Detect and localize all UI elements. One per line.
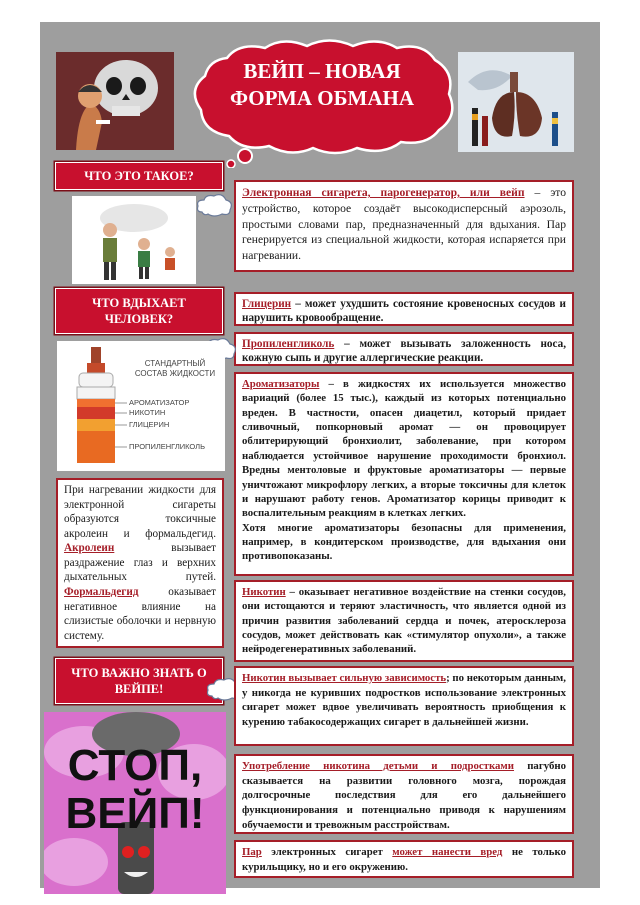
others-term-1: Пар	[242, 846, 262, 858]
others-term-2: может нанести вред	[392, 846, 503, 858]
others-box	[234, 840, 574, 878]
section-important: ЧТО ВАЖНО ЗНАТЬ О ВЕЙПЕ!	[55, 658, 223, 704]
glycerin-text: – может ухудшить состояние кровеносных сосудов и нарушить кровообращение.	[242, 298, 566, 325]
diagram-title-2: СОСТАВ ЖИДКОСТИ	[134, 369, 216, 378]
addiction-box	[234, 666, 574, 746]
definition-box	[234, 180, 574, 272]
propylene-term: Пропиленгликоль	[242, 338, 335, 350]
diagram-label-glycerin: ГЛИЦЕРИН	[129, 420, 170, 429]
title-line-1: ВЕЙП – НОВАЯ	[243, 59, 401, 83]
propylene-box	[234, 332, 574, 366]
heating-box	[56, 478, 224, 648]
people-vaping-image	[72, 196, 196, 284]
acrolein-term: Акролеин	[64, 542, 115, 555]
diagram-title-1: СТАНДАРТНЫЙ	[144, 359, 206, 368]
page-title	[187, 58, 457, 113]
youth-term: Употребление никотина детьми и подростками	[242, 760, 515, 772]
formaldehyde-term: Формальдегид	[64, 585, 139, 598]
glycerin-term: Глицерин	[242, 298, 292, 310]
heating-text: При нагревании жидкости для электронной сигареты образуются токсичные акролеин и формальдегид.	[64, 484, 216, 540]
nicotine-box	[234, 580, 574, 662]
title-line-2: ФОРМА ОБМАНА	[230, 86, 414, 111]
definition-text: – это устройство, которое создаёт высокодисперсный аэрозоль, простыми словами пар, предназначенный для вдыхания. Пар генерируется из специальной жидкости, которая испаряется при нагревании.	[242, 186, 567, 263]
glycerin-box	[234, 292, 574, 326]
diagram-label-nicotine: НИКОТИН	[129, 408, 166, 417]
others-text-2: не только курильщику, но и его окружению.	[242, 846, 566, 873]
title-cloud	[187, 38, 457, 168]
flavors-term: Ароматизаторы	[242, 378, 320, 390]
stop-line-2: ВЕЙП!	[65, 788, 205, 838]
flavors-text-2: Хотя многие ароматизаторы безопасны для применения, например, в кондитерском производстве, для вдыхания они противопоказаны.	[242, 521, 566, 563]
addiction-term: Никотин вызывает сильную зависимость	[242, 672, 447, 684]
lungs-vape-image	[458, 52, 574, 152]
nicotine-text: – оказывает негативное воздействие на стенки сосудов, они истощаются и теряют эластичность, что является одной из причин развития заболеваний сердца и почек, атеросклероза сосудов, может действовать как «стимулятор опухоли», а также нейродегенеративных заболеваний.	[242, 586, 566, 656]
stop-vape-image	[44, 712, 226, 894]
youth-text: пагубно сказывается на развитии головного мозга, порождая долгосрочные последствия для его дальнейшего функционирования и потенциально приводя к нарушениям обучаемости и тревожным расстройствам.	[242, 760, 567, 831]
flavors-box	[234, 372, 574, 576]
addiction-text: ; по некоторым данным, у никогда не куривших подростков использование электронных сигарет может вдвое увеличивать вероятность приобщения к курению табакосодержащих сигарет в дальнейшей жизни.	[242, 672, 566, 729]
acrolein-text: вызывает раздражение глаз и верхних дыхательных путей.	[64, 542, 216, 584]
flavors-text: – в жидкостях их используется множество вариаций (более 15 тыс.), каждый из которых потенциально вреден. В частности, опасен диацетил, который придает сливочный, попкорновый аромат — он провоцирует облитерирующий бронхиолит, заболевание, при котором наблюдается устойчивое нарушение проходимости бронхиол. Вредны ментоловые и фруктовые ароматизаторы — первые уничтожают микрофлору легких, а вторые токсичны для клеток и нарушают работу генов. Ароматизатор корицы приводит к воспалительным реакциям в клетках легких.	[242, 378, 566, 520]
propylene-text: – может вызывать заложенность носа, кожную сыпь и другие аллергические реакции.	[242, 338, 566, 365]
cloud-icon	[194, 192, 234, 218]
formaldehyde-text: оказывает негативное влияние на слизистые оболочки и нервную систему.	[64, 585, 216, 642]
nicotine-term: Никотин	[242, 586, 286, 598]
liquid-composition-diagram	[57, 341, 225, 471]
definition-term: Электронная сигарета, парогенератор, или вейп	[242, 186, 525, 199]
smoker-skull-image	[56, 52, 174, 150]
section-what-is: ЧТО ЭТО ТАКОЕ?	[55, 162, 223, 190]
diagram-label-flavor: АРОМАТИЗАТОР	[129, 398, 190, 407]
youth-box	[234, 754, 574, 834]
diagram-label-propylene: ПРОПИЛЕНГЛИКОЛЬ	[129, 442, 206, 451]
others-text-1: электронных сигарет	[261, 846, 393, 858]
section-what-inhale: ЧТО ВДЫХАЕТ ЧЕЛОВЕК?	[55, 288, 223, 334]
stop-line-1: СТОП,	[67, 741, 203, 790]
